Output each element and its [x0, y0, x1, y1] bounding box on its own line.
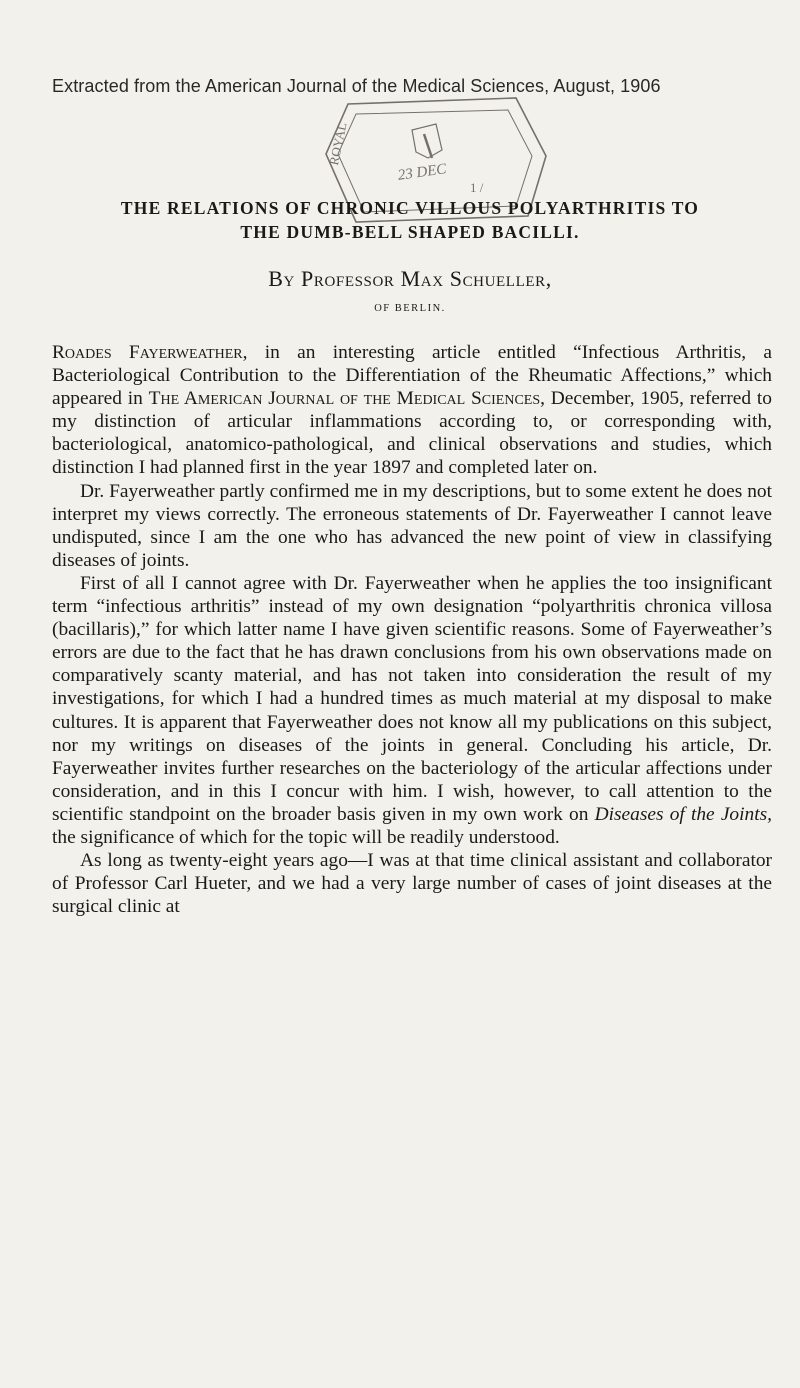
author-line: By Professor Max Schueller,	[268, 266, 552, 291]
svg-text:ROYAL: ROYAL	[325, 120, 350, 167]
paragraph-1	[52, 341, 772, 480]
journal-name: The American Journal of the Medical Sciences,	[148, 388, 545, 410]
author-affiliation: OF BERLIN.	[374, 303, 446, 314]
source-header: Extracted from the American Journal of the Medical Sciences, August, 1906	[52, 76, 661, 96]
paragraph-2: Dr. Fayerweather partly confirmed me in my descriptions, but to some extent he does not interpret my views correctly. The erroneous statements of Dr. Fayerweather I cannot leave undisputed, since I am the one who has advanced the new point of view in classifying diseases of joints.	[52, 480, 772, 571]
article-title	[60, 196, 760, 244]
title-line-2: THE DUMB-BELL SHAPED BACILLI.	[240, 222, 580, 242]
paragraph-3-text-b: the significance of which for the topic will be readily understood.	[52, 826, 560, 848]
book-title: Diseases of the Joints,	[594, 803, 772, 825]
article-body	[52, 341, 772, 918]
paragraph-4: As long as twenty-eight years ago—I was at that time clinical assistant and collaborator of Professor Carl Hueter, and we had a very large number of cases of joint diseases at the surgical clinic at	[52, 850, 772, 918]
paragraph-3-text-a: First of all I cannot agree with Dr. Fayerweather when he applies the too insignificant term “infectious arthritis” instead of my own designation “polyarthritis chronica villosa (bacillaris),” for which latter name I have given scientific reasons. Some of Fayerweather’s errors are due to the fact that he has drawn conclusions from his own observations made on comparatively scanty material, and has not taken into consideration the result of my investigations, for which I had a hundred times as much material at my disposal to make cultures. It is apparent that Fayerweather does not know all my publications on this subject, nor my writings on diseases of the joints in general. Concluding his article, Dr. Fayerweather invites further researches on the bacteriology of the articular affections under consideration, and in this I concur with him. I wish, however, to call attention to the scientific standpoint on the broader basis given in my own work on	[52, 572, 772, 825]
paragraph-3	[52, 572, 772, 849]
title-line-1: THE RELATIONS OF CHRONIC VILLOUS POLYARTHRITIS TO	[120, 198, 700, 218]
svg-text:23 DEC: 23 DEC	[396, 161, 448, 184]
svg-text:1 /: 1 /	[470, 180, 484, 195]
paragraph-1-text-b: December, 1905, referred to my distinction of articular inflammations according to, or corresponding with, bacteriological, anatomico-pathological, and clinical observations and studies, which distinction I had planned first in the year 1897 and completed later on.	[52, 388, 772, 479]
lead-author-name: Roades Fayerweather,	[52, 342, 248, 363]
paragraph-1-text-a: in an interesting article entitled “Infectious Arthritis, a Bacteriological Contribution to the Differentiation of the Rheumatic Affections,” which appeared in	[52, 342, 773, 410]
